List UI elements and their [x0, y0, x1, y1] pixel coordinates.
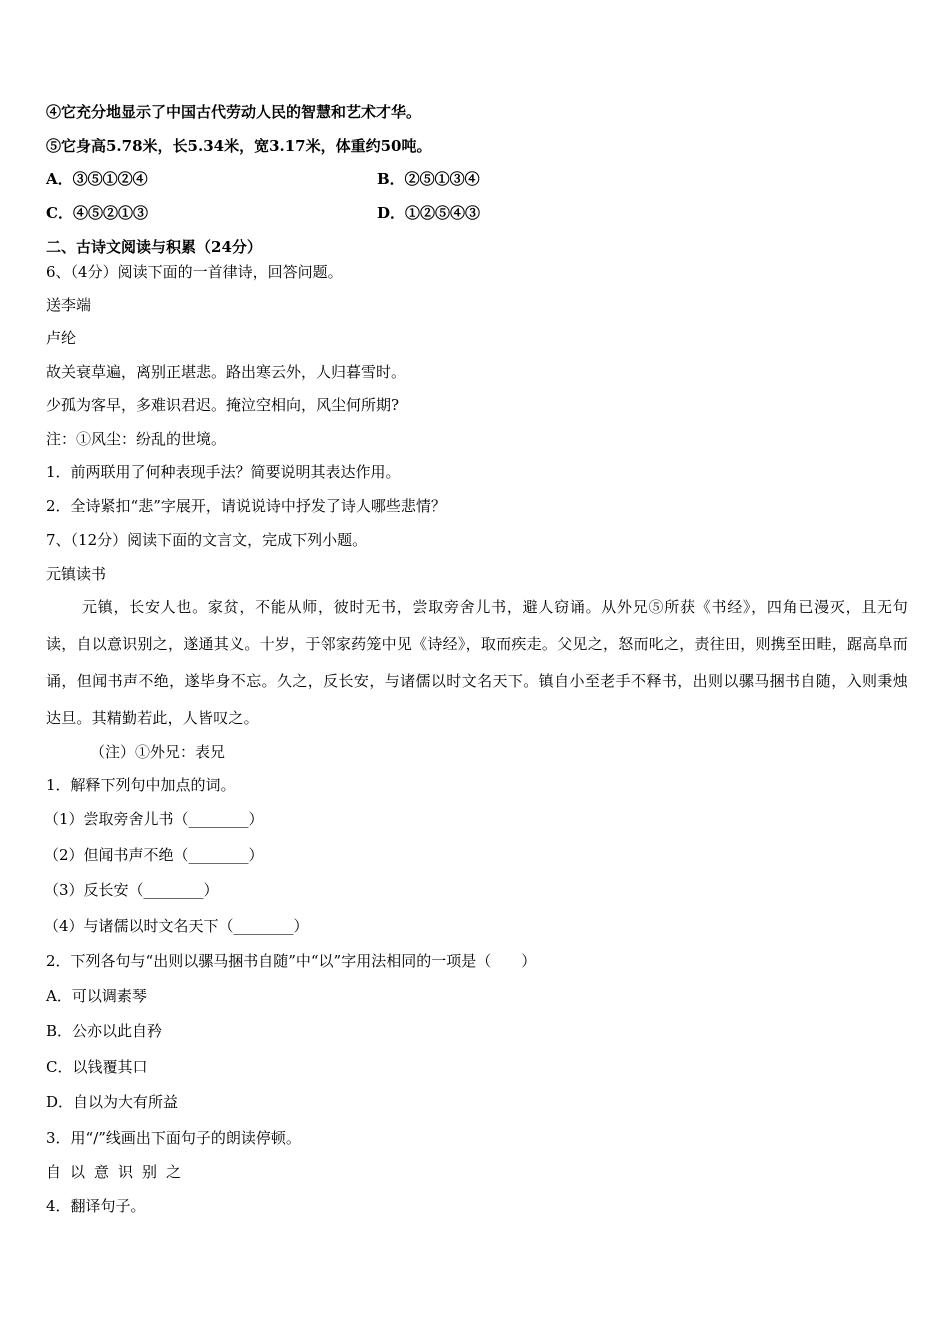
- question-6-2: 2．全诗紧扣“悲”字展开，请说说诗中抒发了诗人哪些悲情？: [46, 497, 446, 515]
- question-7: 7、（12分）阅读下面的文言文，完成下列小题。: [46, 531, 368, 549]
- question-7-2-b: B．公亦以此自矜: [46, 1022, 163, 1040]
- poem-title: 送李端: [46, 296, 92, 314]
- option-b: B．②⑤①③④: [377, 170, 480, 188]
- question-7-4: 4．翻译句子。: [46, 1197, 146, 1215]
- question-7-2-a: A．可以调素琴: [46, 987, 147, 1005]
- text-title: 元镇读书: [46, 565, 107, 583]
- section-heading: 二、古诗文阅读与积累（24分）: [46, 238, 262, 256]
- question-7-1: 1．解释下列句中加点的词。: [46, 776, 236, 794]
- question-7-1-a: （1）尝取旁舍儿书（________）: [44, 810, 264, 828]
- question-7-2-c: C．以钱覆其口: [46, 1058, 148, 1076]
- question-7-2-d: D．自以为大有所益: [46, 1093, 179, 1111]
- question-7-1-d: （4）与诸儒以时文名天下（________）: [44, 917, 309, 935]
- question-7-1-b: （2）但闻书声不绝（________）: [44, 846, 264, 864]
- sentence-item-4: ④它充分地显示了中国古代劳动人民的智慧和艺术才华。: [46, 103, 422, 121]
- option-d: D．①②⑤④③: [377, 204, 481, 222]
- poem-author: 卢纶: [46, 329, 77, 347]
- question-7-3: 3．用“/”线画出下面句子的朗读停顿。: [46, 1129, 301, 1147]
- poem-note: 注：①风尘：纷乱的世境。: [46, 430, 227, 448]
- option-a: A．③⑤①②④: [46, 170, 148, 188]
- option-c: C．④⑤②①③: [46, 204, 148, 222]
- question-7-1-c: （3）反长安（________）: [44, 881, 219, 899]
- poem-line-1: 故关衰草遍，离别正堪悲。路出寒云外，人归暮雪时。: [46, 363, 407, 381]
- question-6-1: 1．前两联用了何种表现手法？简要说明其表达作用。: [46, 463, 401, 481]
- question-6: 6、（4分）阅读下面的一首律诗，回答问题。: [46, 263, 343, 281]
- poem-line-2: 少孤为客早，多难识君迟。掩泣空相向，风尘何所期?: [46, 396, 400, 414]
- classical-passage: 元镇，长安人也。家贫，不能从师，彼时无书，尝取旁舍儿书，避人窃诵。从外兄⑤所获《书经》，四角已漫灭，且无句读，自以意识别之，遂通其义。十岁，于邻家药笼中见《诗经》，取而疾走。父见之，怒而叱之，责往田，则携至田畦，踞高阜而诵，但闻书声不绝，遂毕身不忘。久之，反长安，与诸儒以时文名天下。镇自小至老手不释书，出则以骡马捆书自随，入则秉烛达旦。其精勤若此，人皆叹之。: [46, 598, 908, 727]
- pause-sentence: 自以意识别之: [46, 1163, 191, 1181]
- question-7-2: 2．下列各句与“出则以骡马捆书自随”中“以”字用法相同的一项是（ ）: [46, 952, 537, 970]
- sentence-item-5: ⑤它身高5.78米，长5.34米，宽3.17米，体重约50吨。: [46, 137, 432, 155]
- passage-note: （注）①外兄：表兄: [90, 743, 226, 761]
